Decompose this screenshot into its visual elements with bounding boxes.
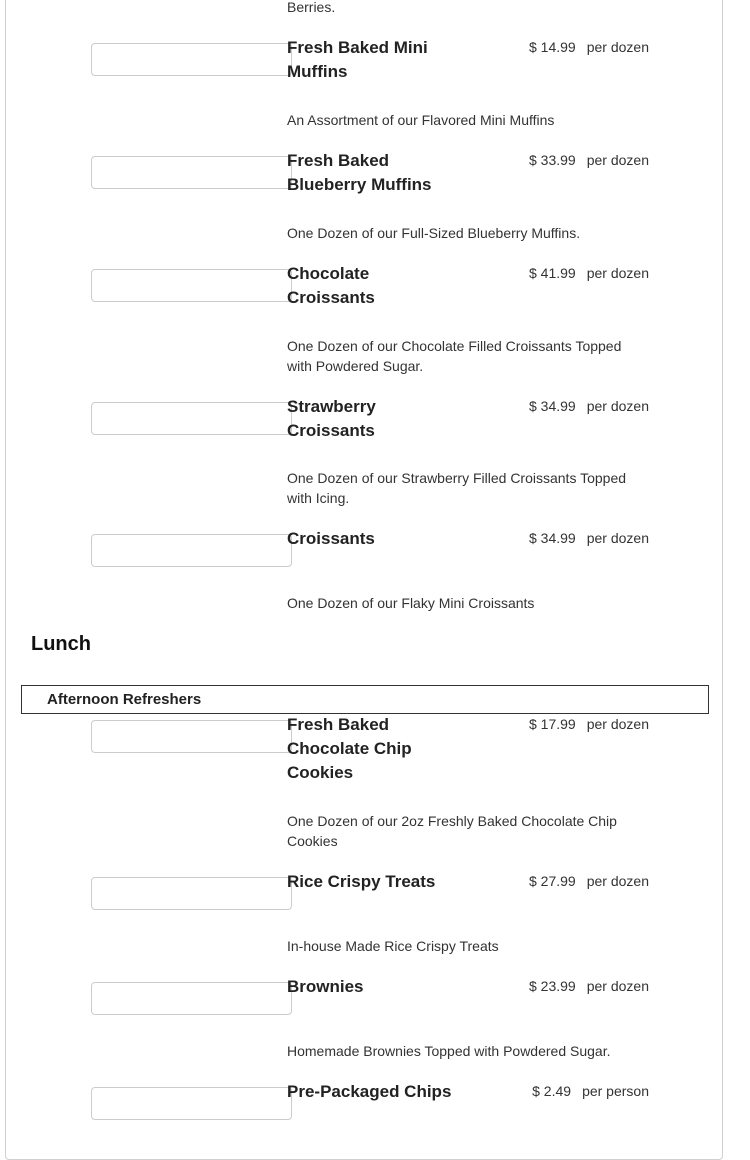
quantity-input[interactable] xyxy=(91,402,292,435)
item-price xyxy=(529,398,649,414)
quantity-input[interactable] xyxy=(91,534,292,567)
item-name: Fresh Baked Blueberry Muffins xyxy=(287,151,432,194)
quantity-input[interactable] xyxy=(91,43,292,76)
item-name: Fresh Baked Chocolate Chip Cookies xyxy=(287,715,412,782)
quantity-input[interactable] xyxy=(91,982,292,1015)
item-name: Brownies xyxy=(287,977,364,996)
quantity-input[interactable] xyxy=(91,1087,292,1120)
item-price xyxy=(529,530,649,546)
category-header[interactable] xyxy=(21,685,709,714)
item-name: Croissants xyxy=(287,529,375,548)
price-amount: $ 27.99 xyxy=(529,873,576,889)
item-price xyxy=(532,1083,649,1099)
item-price xyxy=(529,873,649,889)
item-description: One Dozen of our Flaky Mini Croissants xyxy=(287,595,535,611)
quantity-input[interactable] xyxy=(91,156,292,189)
item-description: One Dozen of our Full-Sized Blueberry Muffins. xyxy=(287,225,581,241)
item-price xyxy=(529,978,649,994)
price-unit: per dozen xyxy=(586,152,649,168)
section-title-lunch: Lunch xyxy=(31,633,91,655)
price-amount: $ 17.99 xyxy=(529,716,576,732)
price-amount: $ 34.99 xyxy=(529,530,576,546)
price-amount: $ 34.99 xyxy=(529,398,576,414)
item-description: One Dozen of our Strawberry Filled Croissants Topped with Icing. xyxy=(287,470,627,506)
price-unit: per dozen xyxy=(586,716,649,732)
item-price xyxy=(529,265,649,281)
quantity-input[interactable] xyxy=(91,877,292,910)
item-price xyxy=(529,152,649,168)
price-amount: $ 33.99 xyxy=(529,152,576,168)
quantity-input[interactable] xyxy=(91,269,292,302)
item-name: Strawberry Croissants xyxy=(287,397,376,440)
price-unit: per dozen xyxy=(586,530,649,546)
price-unit: per dozen xyxy=(586,398,649,414)
item-name: Rice Crispy Treats xyxy=(287,872,436,891)
price-unit: per dozen xyxy=(586,873,649,889)
item-price xyxy=(529,716,649,732)
category-label: Afternoon Refreshers xyxy=(47,691,202,708)
item-description: In-house Made Rice Crispy Treats xyxy=(287,938,499,954)
price-unit: per dozen xyxy=(586,978,649,994)
item-price xyxy=(529,39,649,55)
item-description: An Assortment of our Flavored Mini Muffins xyxy=(287,112,555,128)
item-description: One Dozen of our Chocolate Filled Croissants Topped with Powdered Sugar. xyxy=(287,338,622,374)
price-unit: per dozen xyxy=(586,265,649,281)
quantity-input[interactable] xyxy=(91,720,292,753)
price-amount: $ 23.99 xyxy=(529,978,576,994)
item-name: Fresh Baked Mini Muffins xyxy=(287,38,428,81)
price-amount: $ 14.99 xyxy=(529,39,576,55)
price-amount: $ 41.99 xyxy=(529,265,576,281)
price-unit: per person xyxy=(582,1083,649,1099)
price-unit: per dozen xyxy=(586,39,649,55)
item-description-fragment: Berries. xyxy=(287,0,336,15)
item-description: Homemade Brownies Topped with Powdered Sugar. xyxy=(287,1043,611,1059)
item-name: Pre-Packaged Chips xyxy=(287,1082,452,1101)
item-name: Chocolate Croissants xyxy=(287,264,375,307)
price-amount: $ 2.49 xyxy=(532,1083,572,1099)
item-description: One Dozen of our 2oz Freshly Baked Chocolate Chip Cookies xyxy=(287,813,617,849)
